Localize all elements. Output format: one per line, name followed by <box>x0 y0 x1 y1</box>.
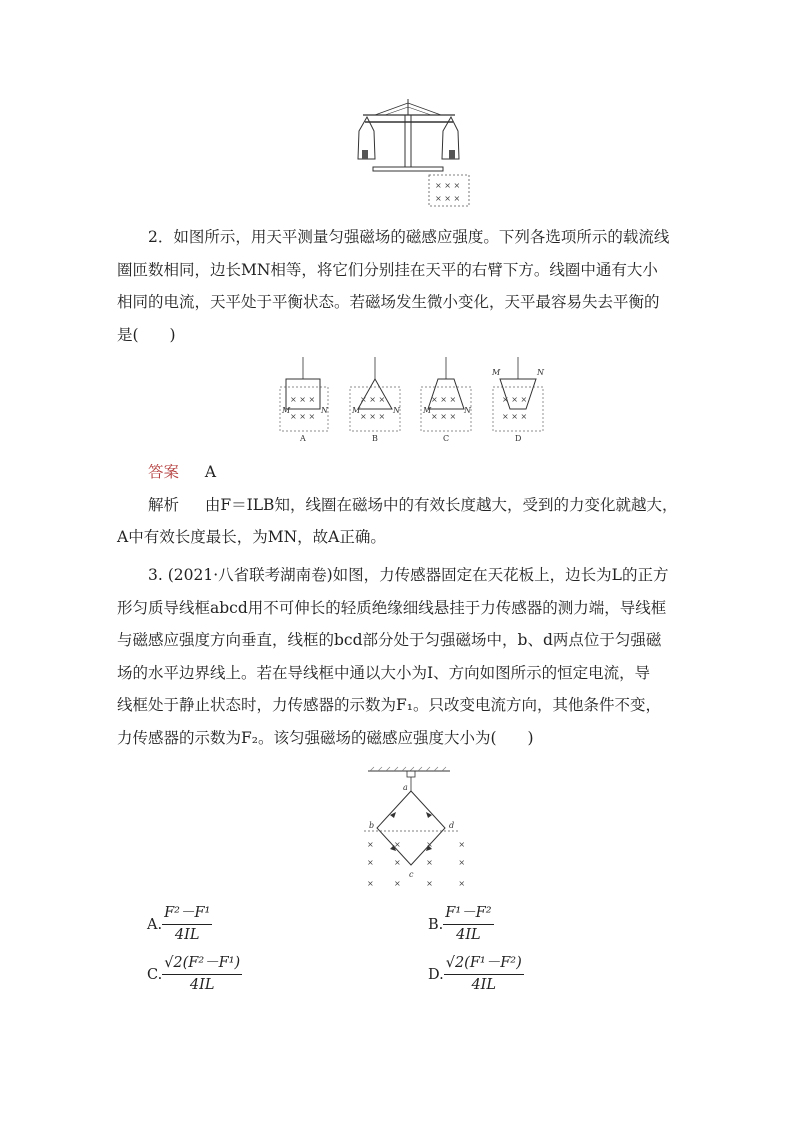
choice-b-fraction <box>443 904 493 945</box>
svg-text:a: a <box>403 783 408 792</box>
svg-text:M: M <box>492 368 501 377</box>
svg-text:× × ×: × × × <box>360 395 386 404</box>
svg-text:× × ×: × × × <box>435 194 461 203</box>
svg-text:d: d <box>449 821 455 830</box>
choice-b-letter: B. <box>428 916 444 933</box>
svg-text:c: c <box>409 870 414 879</box>
choice-a-letter: A. <box>147 916 163 933</box>
svg-text:× × ×: × × × × <box>367 879 466 888</box>
q2-line-1: 2．如图所示，用天平测量匀强磁场的磁感应强度。下列各选项所示的载流线 <box>148 228 670 246</box>
choice-a-fraction <box>162 904 212 945</box>
choice-d-fraction <box>444 954 524 995</box>
svg-text:N: N <box>393 406 400 415</box>
choice-d-letter: D. <box>428 966 444 983</box>
choice-b[interactable] <box>428 904 494 945</box>
choice-a-numerator: F²－F¹ <box>162 904 212 925</box>
q3-line-5: 线框处于静止状态时，力传感器的示数为F₁。只改变电流方向，其他条件不变， <box>117 696 661 714</box>
option-d-diagram <box>491 357 545 443</box>
choice-b-denominator: 4IL <box>456 927 481 943</box>
choice-d[interactable] <box>428 954 524 995</box>
q2-line-2: 圈匝数相同，边长MN相等，将它们分别挂在天平的右臂下方。线圈中通有大小 <box>117 260 658 279</box>
choice-c-denominator: 4IL <box>189 977 215 993</box>
svg-text:M: M <box>423 406 432 415</box>
svg-text:× × ×: × × × <box>290 412 316 421</box>
svg-text:× × ×: × × × <box>290 395 316 404</box>
choice-b-numerator: F¹－F² <box>443 904 493 925</box>
question-2-text <box>117 221 679 351</box>
choice-a-denominator: 4IL <box>174 927 200 943</box>
svg-text:× × ×: × × × <box>431 395 457 404</box>
svg-text:N: N <box>537 368 544 377</box>
answer-value: A <box>204 463 217 481</box>
svg-text:b: b <box>369 821 375 830</box>
choice-d-denominator: 4IL <box>471 977 497 993</box>
svg-text:D: D <box>515 434 522 443</box>
question-3-text <box>117 559 679 754</box>
analysis-label: 解析 <box>148 495 180 514</box>
choice-a[interactable] <box>147 904 212 945</box>
svg-text:M: M <box>282 406 291 415</box>
svg-text:× × ×: × × × <box>502 395 528 404</box>
svg-text:N: N <box>321 406 328 415</box>
option-b-diagram <box>350 357 401 443</box>
svg-text:× × ×: × × × <box>502 412 528 421</box>
choice-c-letter: C. <box>147 966 163 983</box>
svg-text:× × ×: × × × <box>431 412 457 421</box>
svg-text:× × ×: × × × × <box>367 840 466 849</box>
square-frame-figure <box>360 765 470 893</box>
svg-text:A: A <box>300 434 306 443</box>
choice-c-fraction <box>162 954 242 995</box>
q3-line-2: 形匀质导线框abcd用不可伸长的轻质绝缘细线悬挂于力传感器的测力端，导线框 <box>117 598 667 617</box>
answer-block <box>117 456 679 554</box>
q2-line-3: 相同的电流，天平处于平衡状态。若磁场发生微小变化，天平最容易失去平衡的 <box>117 293 660 311</box>
q3-line-1: 3. (2021·八省联考湖南卷)如图，力传感器固定在天花板上，边长为L的正方 <box>148 566 669 584</box>
q3-line-6: 力传感器的示数为F₂。该匀强磁场的磁感应强度大小为( ) <box>117 728 534 747</box>
svg-text:× × ×: × × × <box>435 181 461 190</box>
choice-d-numerator: √2(F¹－F²) <box>444 954 524 975</box>
option-a-diagram <box>280 357 329 443</box>
svg-text:M: M <box>352 406 361 415</box>
option-c-diagram <box>421 357 472 443</box>
balance-figure <box>345 95 475 210</box>
q2-line-4: 是( ) <box>117 325 176 344</box>
analysis-line-1: 由F＝ILB知，线圈在磁场中的有效长度越大，受到的力变化就越大， <box>204 495 678 514</box>
choice-c-numerator: √2(F²－F¹) <box>162 954 242 975</box>
svg-text:N: N <box>464 406 471 415</box>
svg-text:C: C <box>443 434 450 443</box>
q3-line-4: 场的水平边界线上。若在导线框中通以大小为I、方向如图所示的恒定电流，导 <box>117 663 651 682</box>
choice-c[interactable] <box>147 954 242 995</box>
svg-text:× × ×: × × × <box>360 412 386 421</box>
svg-text:× × ×: × × × × <box>367 858 466 867</box>
answer-label: 答案 <box>148 463 180 481</box>
svg-text:B: B <box>372 434 378 443</box>
analysis-line-2: A中有效长度最长，为MN，故A正确。 <box>117 528 386 546</box>
coil-options-figure <box>278 355 548 445</box>
q3-line-3: 与磁感应强度方向垂直，线框的bcd部分处于匀强磁场中，b、d两点位于匀强磁 <box>117 631 662 649</box>
